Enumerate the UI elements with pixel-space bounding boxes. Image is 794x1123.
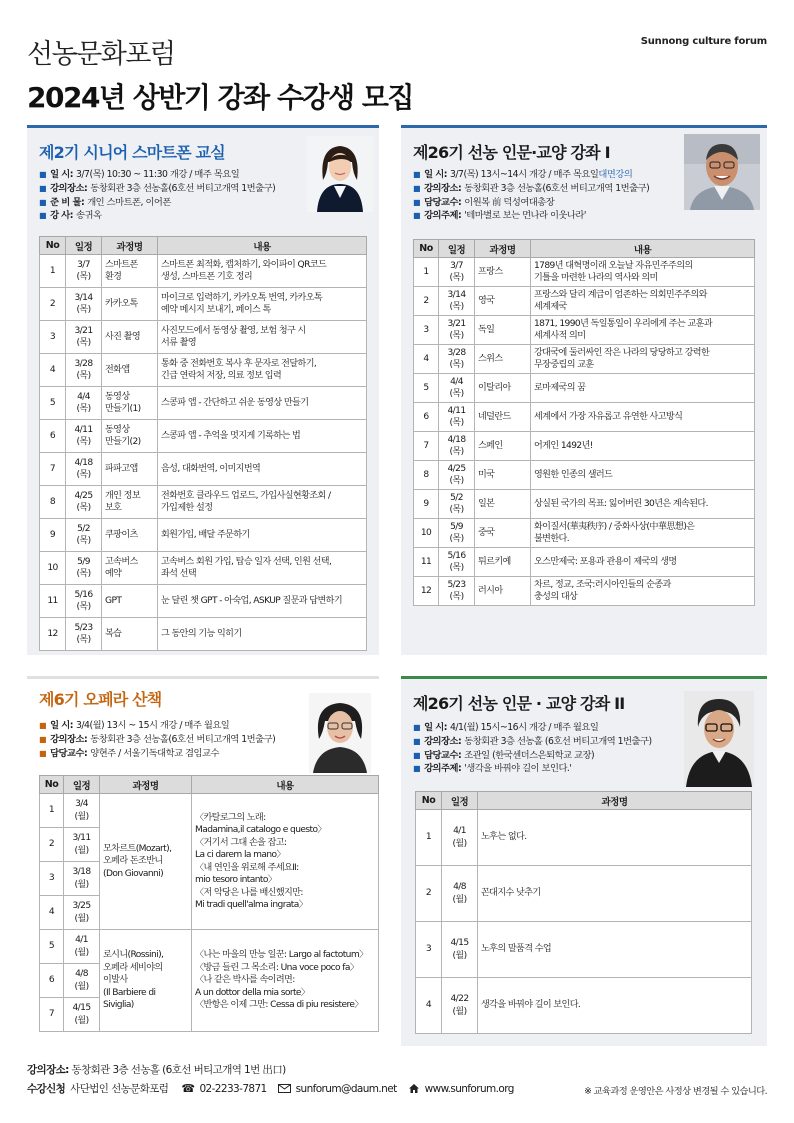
info-row (413, 735, 652, 749)
cell-course: 전화앱 (102, 354, 158, 387)
column-header-content: 내용 (158, 237, 367, 255)
info-row (39, 209, 275, 223)
table-row (40, 321, 367, 354)
info-key: 준 비 물: (50, 196, 85, 208)
table-row (40, 354, 367, 387)
cell-course: 쿠팡이츠 (102, 519, 158, 552)
cell-no: 1 (40, 255, 66, 288)
cell-content: 사진모드에서 동영상 촬영, 보험 청구 시 서류 촬영 (158, 321, 367, 354)
opera-panel (27, 676, 379, 1046)
cell-no: 6 (40, 420, 66, 453)
cell-course: 영국 (475, 287, 531, 316)
forum-name: 선농문화포럼 (27, 39, 175, 70)
bullet-icon: ■ (413, 750, 421, 760)
cell-content: 1871, 1990년 독일통일이 우리에게 주는 교훈과 세계사적 의미 (531, 316, 755, 345)
cell-no: 3 (416, 922, 442, 978)
column-header-no: No (416, 792, 442, 810)
table-row (40, 618, 367, 651)
cell-content: 고속버스 회원 가입, 탑승 일자 선택, 인원 선택, 좌석 선택 (158, 552, 367, 585)
cell-content: 회원가입, 배달 주문하기 (158, 519, 367, 552)
info-key: 담당교수: (424, 749, 462, 761)
cell-no: 1 (416, 810, 442, 866)
cell-date: 3/25 (월) (64, 896, 100, 930)
cell-date: 5/2 (목) (66, 519, 102, 552)
cell-content: 프랑스와 달리 계급이 엄존하는 의회민주주의와 세계제국 (531, 287, 755, 316)
info-key: 강의장소: (424, 182, 462, 194)
cell-date: 3/18 (월) (64, 862, 100, 896)
humanities-1-schedule-table (413, 239, 755, 606)
humanities-2-info (413, 721, 652, 776)
cell-no: 12 (414, 577, 439, 606)
cell-date: 3/14 (목) (439, 287, 475, 316)
cell-course: 고속버스 예약 (102, 552, 158, 585)
bullet-icon: ■ (413, 723, 421, 732)
table-row (414, 432, 755, 461)
info-key: 강의장소: (424, 735, 462, 747)
cell-date: 4/25 (목) (66, 486, 102, 519)
cell-no: 4 (416, 978, 442, 1034)
info-row (39, 182, 275, 196)
cell-content: 강대국에 둘러싸인 작은 나라의 당당하고 강력한 무장중립의 교훈 (531, 345, 755, 374)
cell-course: 사진 촬영 (102, 321, 158, 354)
cell-course: 복습 (102, 618, 158, 651)
table-row (414, 519, 755, 548)
footer-venue-text: 동창회관 3층 선농홀 (6호선 버티고개역 1번 出口) (71, 1064, 286, 1076)
info-row (413, 762, 652, 776)
table-row (40, 288, 367, 321)
email-icon (278, 1084, 291, 1093)
cell-course: GPT (102, 585, 158, 618)
footer-note: ※ 교육과정 운영안은 사정상 변경될 수 있습니다. (584, 1086, 767, 1097)
instructor-photo-song (307, 136, 373, 212)
cell-date: 5/9 (목) (439, 519, 475, 548)
info-key: 일 시: (50, 720, 73, 731)
cell-course: 꼰대지수 낮추기 (478, 866, 752, 922)
cell-date: 5/9 (목) (66, 552, 102, 585)
bullet-icon: ■ (39, 183, 47, 193)
info-value: 동창회관 3층 선농홀 (6호선 버티고개역 1번출구) (464, 735, 652, 747)
cell-date: 5/16 (목) (66, 585, 102, 618)
cell-content: 그 동안의 기능 익히기 (158, 618, 367, 651)
cell-date: 4/4 (목) (66, 387, 102, 420)
footer-email[interactable]: sunforum@daum.net (295, 1082, 397, 1095)
info-value: 이원복 前 덕성여대총장 (464, 196, 555, 208)
table-row (416, 922, 752, 978)
cell-course: 카카오톡 (102, 288, 158, 321)
footer-org: 사단법인 선농문화포럼 (70, 1083, 169, 1095)
bullet-icon: ■ (413, 197, 421, 207)
info-value: 동창회관 3층 선농홀(6호선 버티고개역 1번출구) (90, 182, 276, 194)
smartphone-class-title: 제2기 시니어 스마트폰 교실 (39, 143, 225, 162)
info-key: 강의주제: (424, 763, 462, 775)
info-row (39, 733, 275, 747)
table-row (414, 316, 755, 345)
table-row (40, 552, 367, 585)
column-header-no: No (40, 237, 66, 255)
cell-content: 로마제국의 꿈 (531, 374, 755, 403)
cell-no: 3 (414, 316, 439, 345)
humanities-1-title: 제26기 선농 인문·교양 강좌 I (413, 143, 610, 162)
cell-no: 1 (40, 794, 64, 828)
cell-no: 4 (414, 345, 439, 374)
bullet-icon: ■ (39, 734, 47, 744)
home-icon (408, 1083, 420, 1094)
cell-content: 스콩파 앱 - 간단하고 쉬운 동영상 만들기 (158, 387, 367, 420)
cell-no: 6 (414, 403, 439, 432)
cell-course: 이탈리아 (475, 374, 531, 403)
column-header-date: 일정 (64, 776, 100, 794)
cell-course: 동영상 만들기(1) (102, 387, 158, 420)
bullet-icon: ■ (413, 736, 421, 746)
humanities-2-panel (401, 676, 767, 1046)
phone-icon: ☎ (181, 1082, 195, 1095)
info-row (413, 721, 652, 735)
cell-no: 3 (40, 862, 64, 896)
cell-date: 3/4 (월) (64, 794, 100, 828)
table-row (40, 930, 379, 964)
cell-date: 5/2 (목) (439, 490, 475, 519)
cell-course-group: 모차르트(Mozart), 오페라 돈조반니 (Don Giovanni) (100, 794, 192, 930)
cell-no: 11 (414, 548, 439, 577)
cell-content: 스마트폰 최적화, 캡처하기, 와이파이 QR코드 생성, 스마트폰 기호 정리 (158, 255, 367, 288)
cell-content: 마이크로 입력하기, 카카오톡 번역, 카카오톡 예약 메시지 보내기, 페이스 톡 (158, 288, 367, 321)
bullet-icon: ■ (413, 211, 421, 221)
info-value: 3/4(월) 13시 ~ 15시 개강 / 매주 월요일 (75, 720, 230, 731)
info-row (39, 747, 275, 761)
bullet-icon: ■ (39, 721, 47, 730)
bullet-icon: ■ (413, 183, 421, 193)
table-row (40, 486, 367, 519)
humanities-1-panel (401, 125, 767, 655)
cell-date: 3/7 (목) (66, 255, 102, 288)
cell-content: 어게인 1492년! (531, 432, 755, 461)
info-key: 강의장소: (50, 182, 88, 194)
header (27, 28, 767, 118)
cell-date: 4/18 (목) (439, 432, 475, 461)
info-row (39, 196, 275, 210)
table-row (40, 255, 367, 288)
cell-no: 8 (40, 486, 66, 519)
opera-title: 제6기 오페라 산책 (39, 690, 162, 709)
bullet-icon: ■ (413, 170, 421, 179)
cell-no: 9 (40, 519, 66, 552)
footer-website[interactable]: www.sunforum.org (424, 1082, 514, 1095)
cell-course: 파파고앱 (102, 453, 158, 486)
footer-phone[interactable]: 02-2233-7871 (199, 1082, 267, 1095)
info-key: 일 시: (424, 169, 447, 180)
info-extra: 대면강의 (598, 169, 633, 180)
cell-date: 3/7 (목) (439, 258, 475, 287)
cell-no: 1 (414, 258, 439, 287)
cell-content-group: 〈나는 마을의 만능 일꾼: Largo al factotum〉 〈방금 들린 그 목소리: Una voce poco fa〉 〈나 같은 박사를 속이려면: A un dottor della mia sorte〉 〈반항은 이제 그만: Cessa di piu resistere〉 (192, 930, 379, 1032)
cell-date: 3/21 (목) (66, 321, 102, 354)
info-value: 동창회관 3층 선농홀(6호선 버티고개역 1번출구) (464, 182, 650, 194)
cell-date: 4/15 (월) (64, 998, 100, 1032)
info-key: 강 사: (50, 210, 73, 222)
column-header-content: 내용 (531, 240, 755, 258)
cell-date: 5/23 (목) (66, 618, 102, 651)
cell-no: 2 (40, 288, 66, 321)
cell-no: 12 (40, 618, 66, 651)
cell-course: 튀르키예 (475, 548, 531, 577)
cell-content: 차르, 정교, 조국:러시아인들의 순종과 충성의 대상 (531, 577, 755, 606)
smartphone-class-panel (27, 125, 379, 655)
cell-content: 스콩파 앱 - 추억을 멋지게 기록하는 법 (158, 420, 367, 453)
cell-no: 4 (40, 354, 66, 387)
column-header-content: 내용 (192, 776, 379, 794)
cell-content: 상실된 국가의 목표: 잃어버린 30년은 계속된다. (531, 490, 755, 519)
cell-no: 11 (40, 585, 66, 618)
column-header-date: 일정 (442, 792, 478, 810)
table-row (414, 403, 755, 432)
cell-no: 7 (40, 453, 66, 486)
cell-content-group: 〈카탈로그의 노래: Madamina,il catalogo e questo〉 〈거기서 그대 손을 잡고: La ci darem la mano〉 〈내 연인을 위로해 주세요Ⅱ: mio tesoro intanto〉 〈저 악당은 나를 배신했지만: Mi tradi quell'alma ingrata〉 (192, 794, 379, 930)
column-header-date: 일정 (439, 240, 475, 258)
cell-course: 개인 정보 보호 (102, 486, 158, 519)
cell-no: 7 (414, 432, 439, 461)
table-row (414, 258, 755, 287)
info-value: 동창회관 3층 선농홀(6호선 버티고개역 1번출구) (90, 733, 276, 745)
info-row (413, 209, 649, 223)
bullet-icon: ■ (39, 211, 47, 221)
opera-schedule-table (39, 775, 379, 1032)
table-row (40, 585, 367, 618)
bullet-icon: ■ (413, 764, 421, 774)
cell-no: 10 (40, 552, 66, 585)
info-key: 담당교수: (424, 196, 462, 208)
cell-no: 8 (414, 461, 439, 490)
cell-date: 4/15 (월) (442, 922, 478, 978)
cell-date: 5/23 (목) (439, 577, 475, 606)
cell-content: 화이질서(華夷秩序) / 중화사상(中華思想)은 불변한다. (531, 519, 755, 548)
cell-no: 2 (414, 287, 439, 316)
cell-no: 4 (40, 896, 64, 930)
cell-date: 4/1 (월) (64, 930, 100, 964)
cell-content: 오스만제국: 포용과 관용이 제국의 생명 (531, 548, 755, 577)
instructor-photo-yang (309, 693, 371, 773)
cell-date: 4/18 (목) (66, 453, 102, 486)
column-header-no: No (414, 240, 439, 258)
cell-content: 전화번호 클라우드 업로드, 가입사실현황조회 / 가입제한 설정 (158, 486, 367, 519)
info-row (413, 196, 649, 210)
column-header-course: 과정명 (475, 240, 531, 258)
info-key: 일 시: (50, 169, 73, 180)
info-row (413, 182, 649, 196)
table-row (40, 387, 367, 420)
cell-no: 2 (416, 866, 442, 922)
column-header-course: 과정명 (478, 792, 752, 810)
humanities-2-title: 제26기 선농 인문 · 교양 강좌 II (413, 694, 625, 713)
info-row (39, 719, 275, 733)
table-row (414, 345, 755, 374)
bullet-icon: ■ (39, 748, 47, 758)
cell-course: 러시아 (475, 577, 531, 606)
info-key: 일 시: (424, 722, 447, 733)
footer-apply-label: 수강신청 (27, 1083, 66, 1095)
cell-date: 4/11 (목) (66, 420, 102, 453)
cell-date: 4/8 (월) (442, 866, 478, 922)
cell-no: 9 (414, 490, 439, 519)
info-value: 송귀옥 (75, 210, 102, 222)
info-value: 양현주 / 서울기독대학교 겸임교수 (90, 747, 219, 759)
footer-venue-label: 강의장소: (27, 1064, 69, 1076)
cell-date: 4/11 (목) (439, 403, 475, 432)
cell-content: 세계에서 가장 자유롭고 유연한 사고방식 (531, 403, 755, 432)
info-value: 3/7(목) 10:30 ~ 11:30 개강 / 매주 목요일 (75, 169, 240, 180)
cell-course: 스마트폰 환경 (102, 255, 158, 288)
table-row (416, 978, 752, 1034)
column-header-no: No (40, 776, 64, 794)
info-value: 3/7(목) 13시~14시 개강 / 매주 목요일 (449, 169, 599, 180)
table-row (414, 548, 755, 577)
smartphone-class-info (39, 168, 275, 223)
table-row (40, 453, 367, 486)
humanities-1-info (413, 168, 649, 223)
humanities-2-schedule-table (415, 791, 752, 1034)
cell-course: 스페인 (475, 432, 531, 461)
bullet-icon: ■ (39, 170, 47, 179)
cell-date: 4/25 (목) (439, 461, 475, 490)
cell-date: 3/28 (목) (66, 354, 102, 387)
cell-course: 동영상 만들기(2) (102, 420, 158, 453)
cell-date: 3/28 (목) (439, 345, 475, 374)
cell-date: 4/8 (월) (64, 964, 100, 998)
cell-content: 영원한 인종의 샐러드 (531, 461, 755, 490)
info-value: 4/1(월) 15시~16시 개강 / 매주 월요일 (449, 722, 599, 733)
info-value: '생각을 바꿔야 길이 보인다.' (464, 763, 572, 775)
cell-date: 4/4 (목) (439, 374, 475, 403)
cell-no: 5 (40, 930, 64, 964)
cell-content: 음성, 대화번역, 이미지번역 (158, 453, 367, 486)
cell-course: 일본 (475, 490, 531, 519)
cell-no: 3 (40, 321, 66, 354)
table-row (414, 374, 755, 403)
cell-course-group: 로시니(Rossini), 오페라 세비야의 이발사 (Il Barbiere di Siviglia) (100, 930, 192, 1032)
instructor-photo-cho (684, 691, 754, 787)
column-header-course: 과정명 (102, 237, 158, 255)
info-key: 강의장소: (50, 733, 88, 745)
info-key: 강의주제: (424, 210, 462, 222)
cell-course: 네덜란드 (475, 403, 531, 432)
cell-content: 눈 달린 챗 GPT - 아숙업, ASKUP 질문과 답변하기 (158, 585, 367, 618)
info-value: 개인 스마트폰, 이어폰 (87, 196, 171, 208)
page-title: 2024년 상반기 강좌 수강생 모집 (27, 81, 413, 114)
table-row (414, 577, 755, 606)
smartphone-class-schedule-table (39, 236, 367, 651)
cell-no: 7 (40, 998, 64, 1032)
table-row (416, 810, 752, 866)
cell-course: 중국 (475, 519, 531, 548)
column-header-course: 과정명 (100, 776, 192, 794)
table-row (414, 490, 755, 519)
column-header-date: 일정 (66, 237, 102, 255)
opera-info (39, 719, 275, 760)
cell-date: 3/21 (목) (439, 316, 475, 345)
table-row (414, 461, 755, 490)
cell-no: 5 (414, 374, 439, 403)
info-value: '테마별로 보는 먼나라 이웃나라' (464, 210, 586, 222)
info-row (413, 168, 649, 182)
bullet-icon: ■ (39, 197, 47, 207)
cell-course: 스위스 (475, 345, 531, 374)
info-row (39, 168, 275, 182)
info-key: 담당교수: (50, 747, 88, 759)
instructor-photo-lee (684, 134, 760, 210)
footer-venue (27, 1062, 286, 1077)
cell-date: 4/1 (월) (442, 810, 478, 866)
cell-date: 4/22 (월) (442, 978, 478, 1034)
info-row (413, 749, 652, 763)
cell-course: 노후의 말품격 수업 (478, 922, 752, 978)
cell-course: 독일 (475, 316, 531, 345)
cell-course: 노후는 없다. (478, 810, 752, 866)
table-row (40, 519, 367, 552)
table-row (40, 794, 379, 828)
table-row (416, 866, 752, 922)
cell-date: 3/11 (월) (64, 828, 100, 862)
cell-course: 생각을 바꿔야 길이 보인다. (478, 978, 752, 1034)
cell-no: 10 (414, 519, 439, 548)
cell-no: 5 (40, 387, 66, 420)
cell-no: 6 (40, 964, 64, 998)
footer-contact (27, 1081, 514, 1096)
table-row (40, 420, 367, 453)
table-row (414, 287, 755, 316)
cell-course: 프랑스 (475, 258, 531, 287)
cell-no: 2 (40, 828, 64, 862)
cell-course: 미국 (475, 461, 531, 490)
cell-date: 5/16 (목) (439, 548, 475, 577)
forum-name-english: Sunnong culture forum (640, 36, 767, 47)
info-value: 조관일 (한국센더스은퇴학교 교장) (464, 749, 595, 761)
cell-content: 통화 중 전화번호 복사 후 문자로 전달하기, 긴급 연락처 저장, 의료 정보 입력 (158, 354, 367, 387)
cell-date: 3/14 (목) (66, 288, 102, 321)
cell-content: 1789년 대혁명이래 오늘날 자유민주주의의 기틀을 마련한 나라의 역사와 의미 (531, 258, 755, 287)
